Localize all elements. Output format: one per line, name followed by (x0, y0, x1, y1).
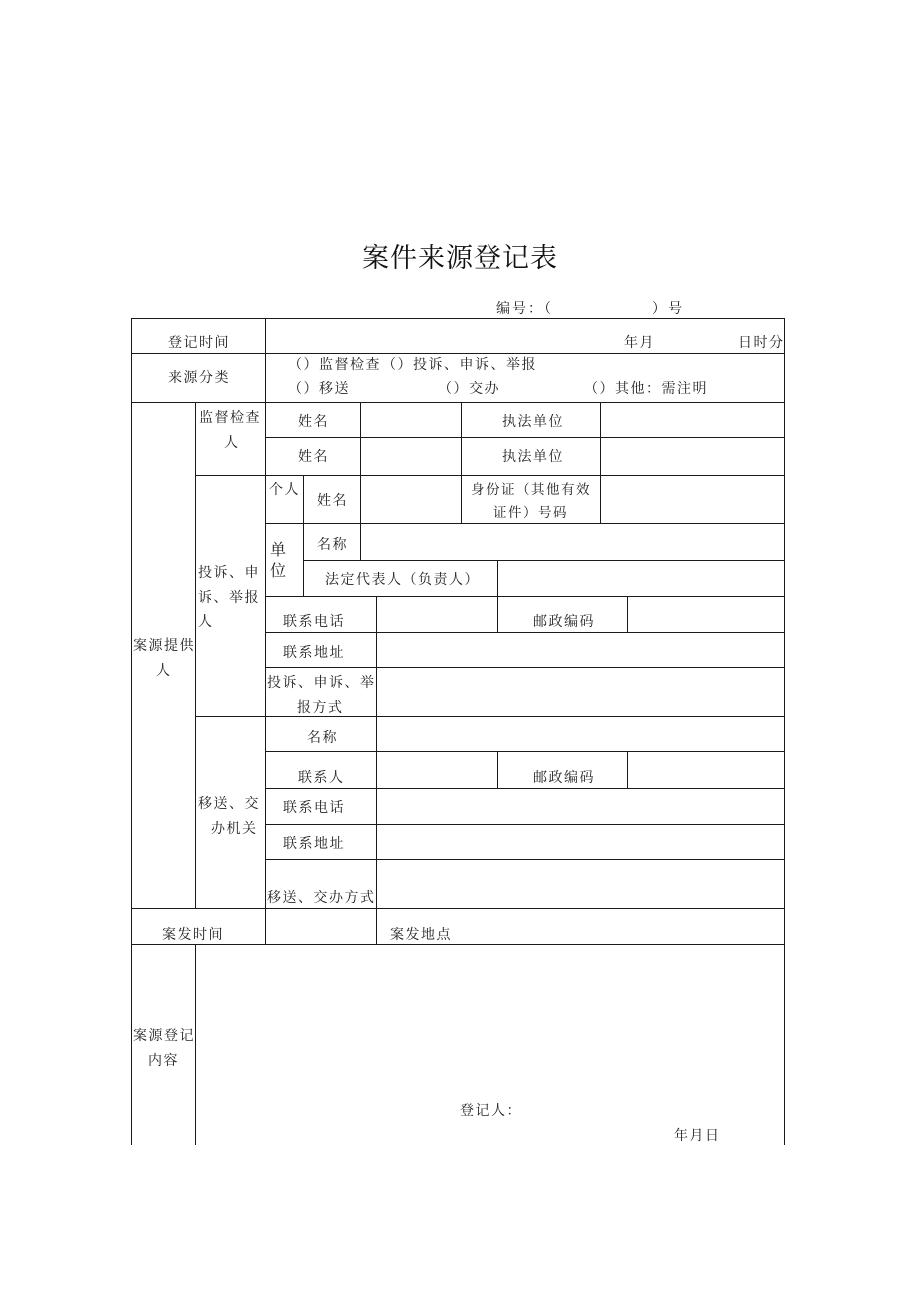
registration-content-label-cont: 内容 (148, 1053, 179, 1069)
incident-place-label: 案发地点 (390, 927, 452, 943)
option-transfer[interactable]: （）移送 (288, 381, 350, 397)
source-provider-label-cont: 人 (156, 663, 172, 679)
inspector-2-unit-field[interactable] (601, 438, 784, 475)
registration-year-month: 年月 (624, 335, 655, 351)
complainant-label: 投诉、申 (198, 565, 260, 581)
complainant-postcode-field[interactable] (628, 597, 784, 632)
incident-place-field[interactable] (460, 909, 784, 944)
option-other[interactable]: （）其他：需注明 (584, 381, 708, 397)
registration-time-field[interactable] (266, 319, 784, 353)
complaint-method-field[interactable] (377, 668, 784, 716)
complainant-phone-label: 联系电话 (283, 614, 345, 630)
incident-time-label: 案发时间 (162, 927, 224, 943)
inspector-1-name-field[interactable] (361, 403, 461, 437)
agency-phone-label: 联系电话 (283, 800, 345, 816)
complainant-phone-field[interactable] (377, 597, 497, 632)
row-divider (131, 353, 785, 354)
complaint-method-label-cont: 报方式 (297, 700, 344, 716)
serial-label: 编号：（ (496, 301, 553, 317)
unit-label-cont: 位 (270, 561, 288, 580)
registration-day-hour-minute: 日时分 (738, 335, 785, 351)
registration-content-field[interactable] (196, 945, 784, 1095)
legal-representative-field[interactable] (498, 561, 784, 596)
complainant-address-field[interactable] (377, 633, 784, 667)
agency-address-field[interactable] (377, 825, 784, 859)
form-title: 案件来源登记表 (362, 243, 558, 274)
agency-name-field[interactable] (377, 717, 784, 751)
transfer-method-field[interactable] (377, 860, 784, 908)
column-divider (265, 402, 266, 908)
table-right-border (784, 318, 785, 1145)
unit-label: 单 (270, 540, 288, 559)
column-divider (376, 908, 377, 944)
agency-address-label: 联系地址 (283, 836, 345, 852)
option-complaint[interactable]: （）投诉、申诉、举报 (382, 357, 537, 373)
column-divider (497, 751, 498, 788)
transfer-agency-label-cont: 办机关 (211, 821, 258, 837)
column-divider (461, 402, 462, 475)
inspector-1-unit-label: 执法单位 (502, 414, 564, 430)
registration-content-label: 案源登记 (133, 1028, 195, 1044)
complaint-method-label: 投诉、申诉、举 (267, 675, 376, 691)
complainant-label-cont: 诉、举报 (198, 590, 260, 606)
id-number-label-cont: 证件）号码 (493, 505, 568, 521)
unit-name-field[interactable] (361, 524, 784, 560)
complainant-postcode-label: 邮政编码 (533, 614, 595, 630)
individual-name-field[interactable] (361, 476, 461, 523)
inspector-label: 监督检查 (199, 410, 261, 426)
individual-name-label: 姓名 (317, 493, 348, 509)
individual-label: 个人 (269, 482, 300, 498)
complainant-address-label: 联系地址 (283, 645, 345, 661)
inspector-1-unit-field[interactable] (601, 403, 784, 437)
source-provider-label: 案源提供 (133, 638, 195, 654)
agency-contact-label: 联系人 (298, 770, 345, 786)
option-assign[interactable]: （）交办 (438, 381, 500, 397)
inspector-2-name-label: 姓名 (298, 449, 329, 465)
unit-name-label: 名称 (317, 537, 348, 553)
column-divider (195, 402, 196, 908)
column-divider (303, 475, 304, 523)
inspector-1-name-label: 姓名 (298, 414, 329, 430)
inspector-2-name-field[interactable] (361, 438, 461, 475)
transfer-method-label: 移送、交办方式 (267, 890, 376, 906)
agency-name-label: 名称 (307, 730, 338, 746)
inspector-label-cont: 人 (224, 435, 240, 451)
column-divider (461, 475, 462, 523)
transfer-agency-label: 移送、交 (198, 796, 260, 812)
id-number-label: 身份证（其他有效 (471, 482, 591, 498)
id-number-field[interactable] (601, 476, 784, 523)
serial-suffix: ）号 (652, 301, 684, 317)
registrar-label: 登记人： (460, 1103, 522, 1119)
agency-postcode-field[interactable] (628, 752, 784, 788)
complainant-label-end: 人 (198, 614, 214, 630)
table-left-border (131, 318, 132, 1145)
agency-phone-field[interactable] (377, 789, 784, 824)
source-category-label: 来源分类 (168, 370, 230, 386)
inspector-2-unit-label: 执法单位 (502, 449, 564, 465)
agency-postcode-label: 邮政编码 (533, 770, 595, 786)
registration-date-label: 年月日 (674, 1128, 721, 1144)
column-divider (497, 596, 498, 632)
option-supervision[interactable]: （）监督检查 (288, 357, 381, 373)
agency-contact-field[interactable] (377, 752, 497, 788)
incident-time-field[interactable] (266, 909, 376, 944)
registration-time-label: 登记时间 (168, 335, 230, 351)
legal-representative-label: 法定代表人（负责人） (325, 572, 480, 588)
